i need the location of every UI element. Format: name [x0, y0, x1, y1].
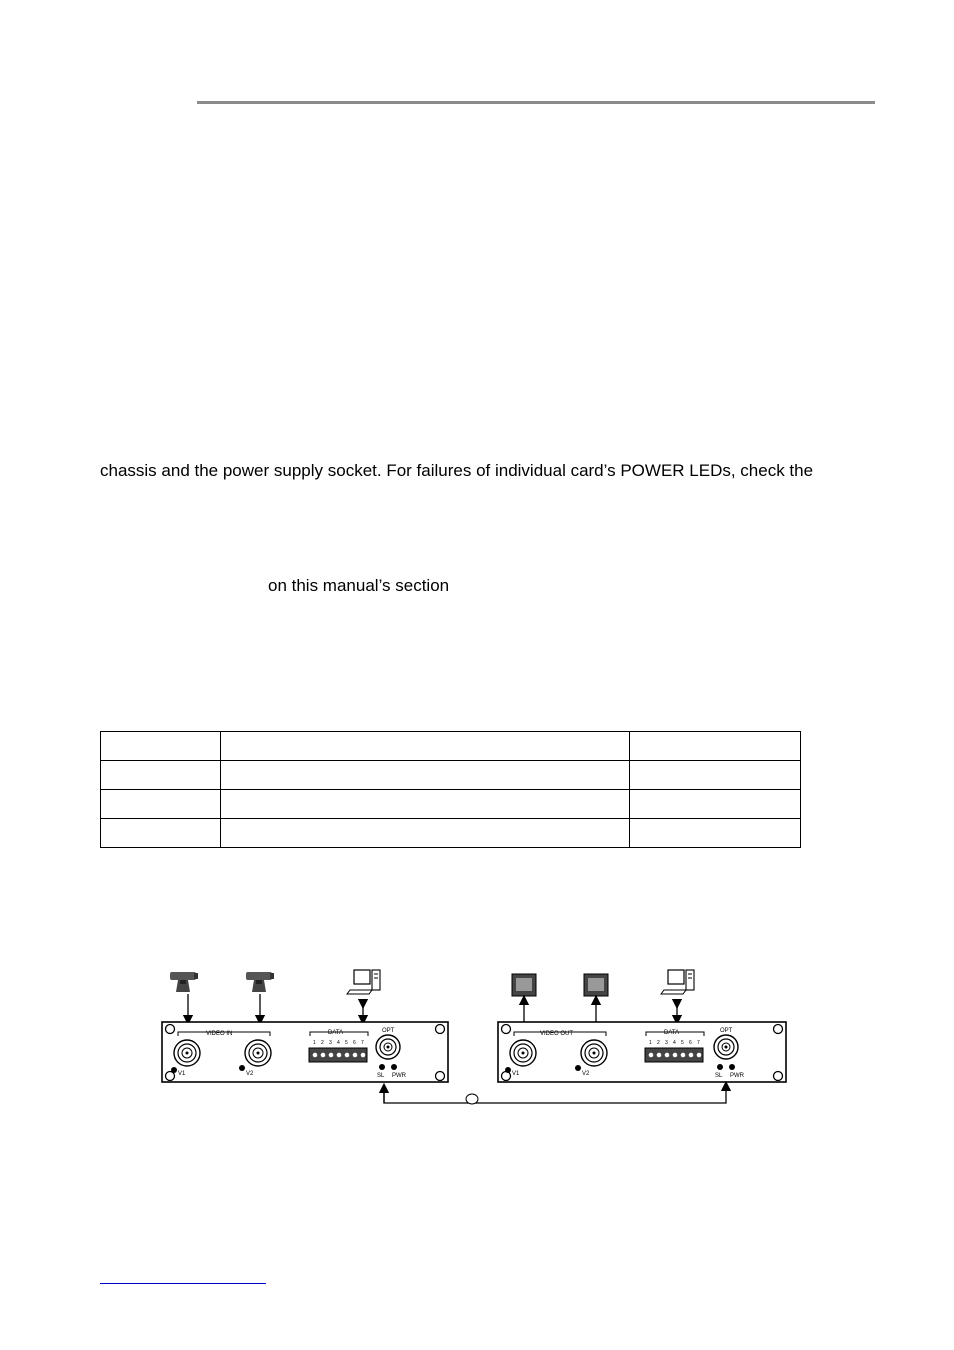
svg-text:1: 1 [313, 1040, 316, 1046]
body-text-line: on this manual’s section [268, 576, 450, 595]
sl-led [379, 1064, 385, 1070]
terminal-block [309, 1048, 367, 1062]
table-cell [221, 732, 630, 761]
table-row [101, 790, 801, 819]
camera-icon [246, 972, 274, 992]
table-row [101, 761, 801, 790]
table-cell [630, 790, 801, 819]
table-cell [101, 790, 221, 819]
table-cell [630, 761, 801, 790]
opt-label: OPT [382, 1028, 395, 1034]
terminal-block [645, 1048, 703, 1062]
svg-text:1: 1 [649, 1040, 652, 1046]
receiver-unit [498, 970, 786, 1082]
svg-text:3: 3 [329, 1040, 332, 1046]
body-text-line: chassis and the power supply socket. For failures of individual card’s POWER LEDs, check the [100, 461, 814, 480]
sl-label: SL [715, 1073, 723, 1079]
monitor-icon [512, 974, 536, 996]
optical-connector-icon [376, 1035, 400, 1059]
header-rule [197, 101, 875, 104]
video-in-label: VIDEO IN [206, 1031, 233, 1037]
bnc-connector-icon [174, 1040, 200, 1066]
svg-text:7: 7 [361, 1040, 364, 1046]
svg-text:3: 3 [665, 1040, 668, 1046]
pwr-label: PWR [392, 1073, 406, 1079]
status-table [100, 731, 801, 848]
v1-label: V1 [178, 1071, 186, 1077]
svg-text:6: 6 [689, 1040, 692, 1046]
pwr-led [729, 1064, 735, 1070]
footer-link-underline [100, 1283, 266, 1284]
computer-icon [347, 970, 380, 994]
table-row [101, 732, 801, 761]
table-cell [101, 819, 221, 848]
transmitter-unit [162, 970, 448, 1082]
data-label: DATA [328, 1030, 344, 1036]
table-cell [630, 732, 801, 761]
table-cell [101, 732, 221, 761]
table-cell [101, 761, 221, 790]
v2-label: V2 [582, 1071, 590, 1077]
svg-text:4: 4 [337, 1040, 340, 1046]
svg-text:5: 5 [345, 1040, 348, 1046]
svg-text:6: 6 [353, 1040, 356, 1046]
bnc-connector-icon [581, 1040, 607, 1066]
sl-led [717, 1064, 723, 1070]
table-cell [221, 761, 630, 790]
svg-text:4: 4 [673, 1040, 676, 1046]
bnc-connector-icon [245, 1040, 271, 1066]
opt-label: OPT [720, 1028, 733, 1034]
optical-connector-icon [714, 1035, 738, 1059]
connection-diagram [150, 960, 800, 1110]
pwr-label: PWR [730, 1073, 744, 1079]
svg-text:2: 2 [657, 1040, 660, 1046]
sl-label: SL [377, 1073, 385, 1079]
data-label: DATA [664, 1030, 680, 1036]
table-row [101, 819, 801, 848]
svg-text:7: 7 [697, 1040, 700, 1046]
computer-icon [661, 970, 694, 994]
svg-text:2: 2 [321, 1040, 324, 1046]
camera-icon [170, 972, 198, 992]
video-out-label: VIDEO OUT [540, 1031, 574, 1037]
fiber-link [384, 1086, 726, 1104]
pwr-led [391, 1064, 397, 1070]
table-cell [221, 819, 630, 848]
table-cell [630, 819, 801, 848]
v1-label: V1 [512, 1071, 520, 1077]
svg-text:5: 5 [681, 1040, 684, 1046]
table-cell [221, 790, 630, 819]
bnc-connector-icon [510, 1040, 536, 1066]
monitor-icon [584, 974, 608, 996]
v2-label: V2 [246, 1071, 254, 1077]
